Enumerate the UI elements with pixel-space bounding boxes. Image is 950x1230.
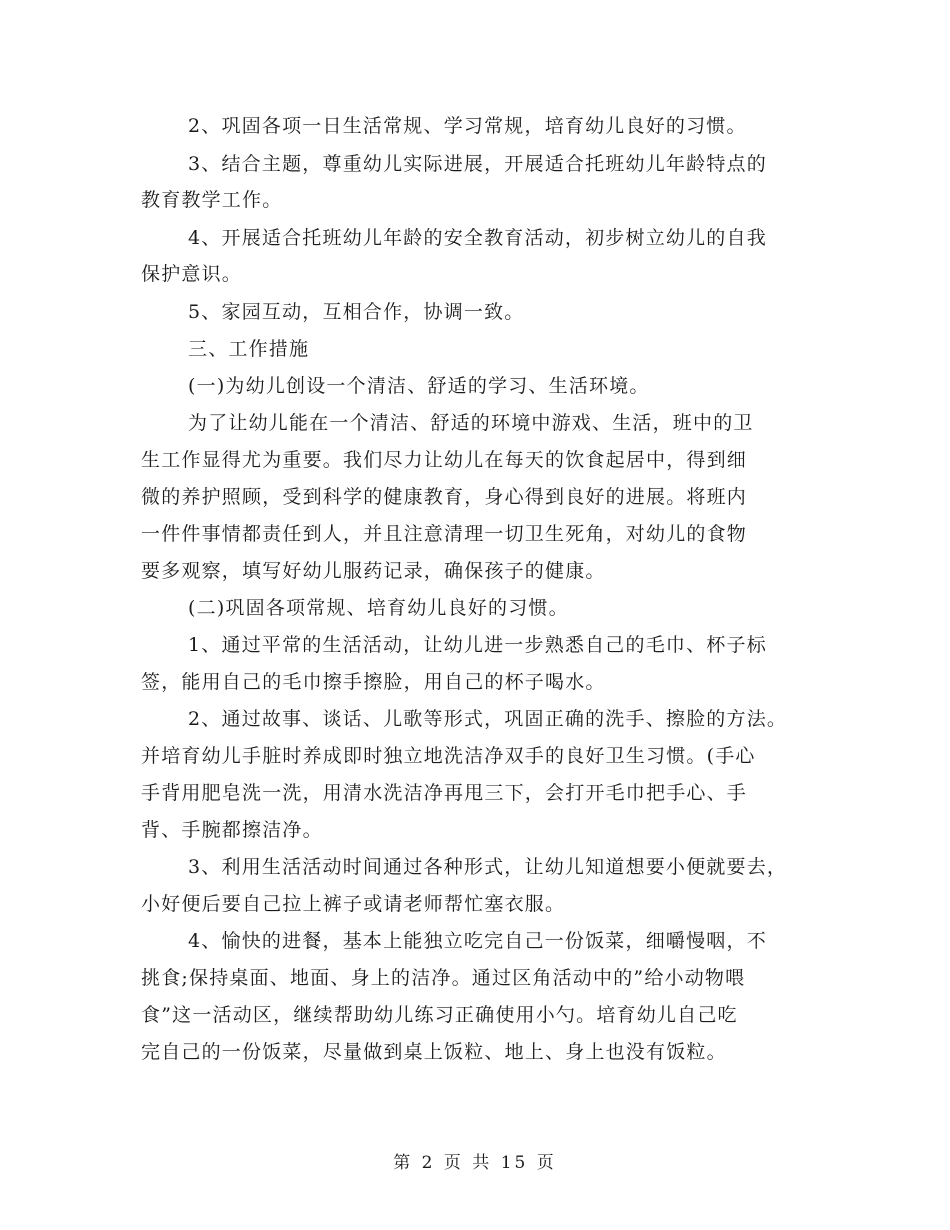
paragraph-line: 小好便后要自己拉上裤子或请老师帮忙塞衣服。 <box>141 893 566 915</box>
paragraph-line: 2、巩固各项一日生活常规、学习常规，培育幼儿良好的习惯。 <box>188 115 747 137</box>
paragraph-line: 4、开展适合托班幼儿年龄的安全教育活动，初步树立幼儿的自我 <box>188 227 767 249</box>
subsection-heading: (一)为幼儿创设一个清洁、舒适的学习、生活环境。 <box>188 375 650 397</box>
paragraph-line: 微的养护照顾，受到科学的健康教育，身心得到良好的进展。将班内 <box>141 486 748 508</box>
paragraph-line: 2、通过故事、谈话、儿歌等形式，巩固正确的洗手、擦脸的方法。 <box>188 708 788 730</box>
subsection-heading: (二)巩固各项常规、培育幼儿良好的习惯。 <box>188 597 569 619</box>
paragraph-line: 为了让幼儿能在一个清洁、舒适的环境中游戏、生活，班中的卫 <box>188 412 754 434</box>
paragraph-line: 教育教学工作。 <box>141 189 283 211</box>
paragraph-line: 并培育幼儿手脏时养成即时独立地洗洁净双手的良好卫生习惯。(手心 <box>141 745 756 767</box>
paragraph-line: 要多观察，填写好幼儿服药记录，确保孩子的健康。 <box>141 560 606 582</box>
page-number: 第 2 页 共 15 页 <box>393 1153 557 1173</box>
paragraph-line: 5、家园互动，互相合作，协调一致。 <box>188 301 525 323</box>
paragraph-line: 签，能用自己的毛巾擦手擦脸，用自己的杯子喝水。 <box>141 671 606 693</box>
paragraph-line: 完自己的一份饭菜，尽量做到桌上饭粒、地上、身上也没有饭粒。 <box>141 1041 727 1063</box>
paragraph-line: 1、通过平常的生活活动，让幼儿进一步熟悉自己的毛巾、杯子标 <box>188 634 767 656</box>
paragraph-line: 4、愉快的进餐，基本上能独立吃完自己一份饭菜，细嚼慢咽，不 <box>188 930 767 952</box>
paragraph-line: 3、结合主题，尊重幼儿实际进展，开展适合托班幼儿年龄特点的 <box>188 153 767 175</box>
paragraph-line: 背、手腕都擦洁净。 <box>141 819 323 841</box>
paragraph-line: 一件件事情都责任到人，并且注意清理一切卫生死角，对幼儿的食物 <box>141 523 748 545</box>
paragraph-line: 手背用肥皂洗一洗，用清水洗洁净再甩三下，会打开毛巾把手心、手 <box>141 782 748 804</box>
paragraph-line: 挑食;保持桌面、地面、身上的洁净。通过区角活动中的”给小动物喂 <box>141 967 746 989</box>
paragraph-line: 生工作显得尤为重要。我们尽力让幼儿在每天的饮食起居中，得到细 <box>141 449 748 471</box>
paragraph-line: 保护意识。 <box>141 263 243 285</box>
paragraph-line: 食”这一活动区，继续帮助幼儿练习正确使用小勺。培育幼儿自己吃 <box>141 1004 738 1026</box>
section-heading: 三、工作措施 <box>188 338 310 360</box>
paragraph-line: 3、利用生活活动时间通过各种形式，让幼儿知道想要小便就要去， <box>188 856 788 878</box>
